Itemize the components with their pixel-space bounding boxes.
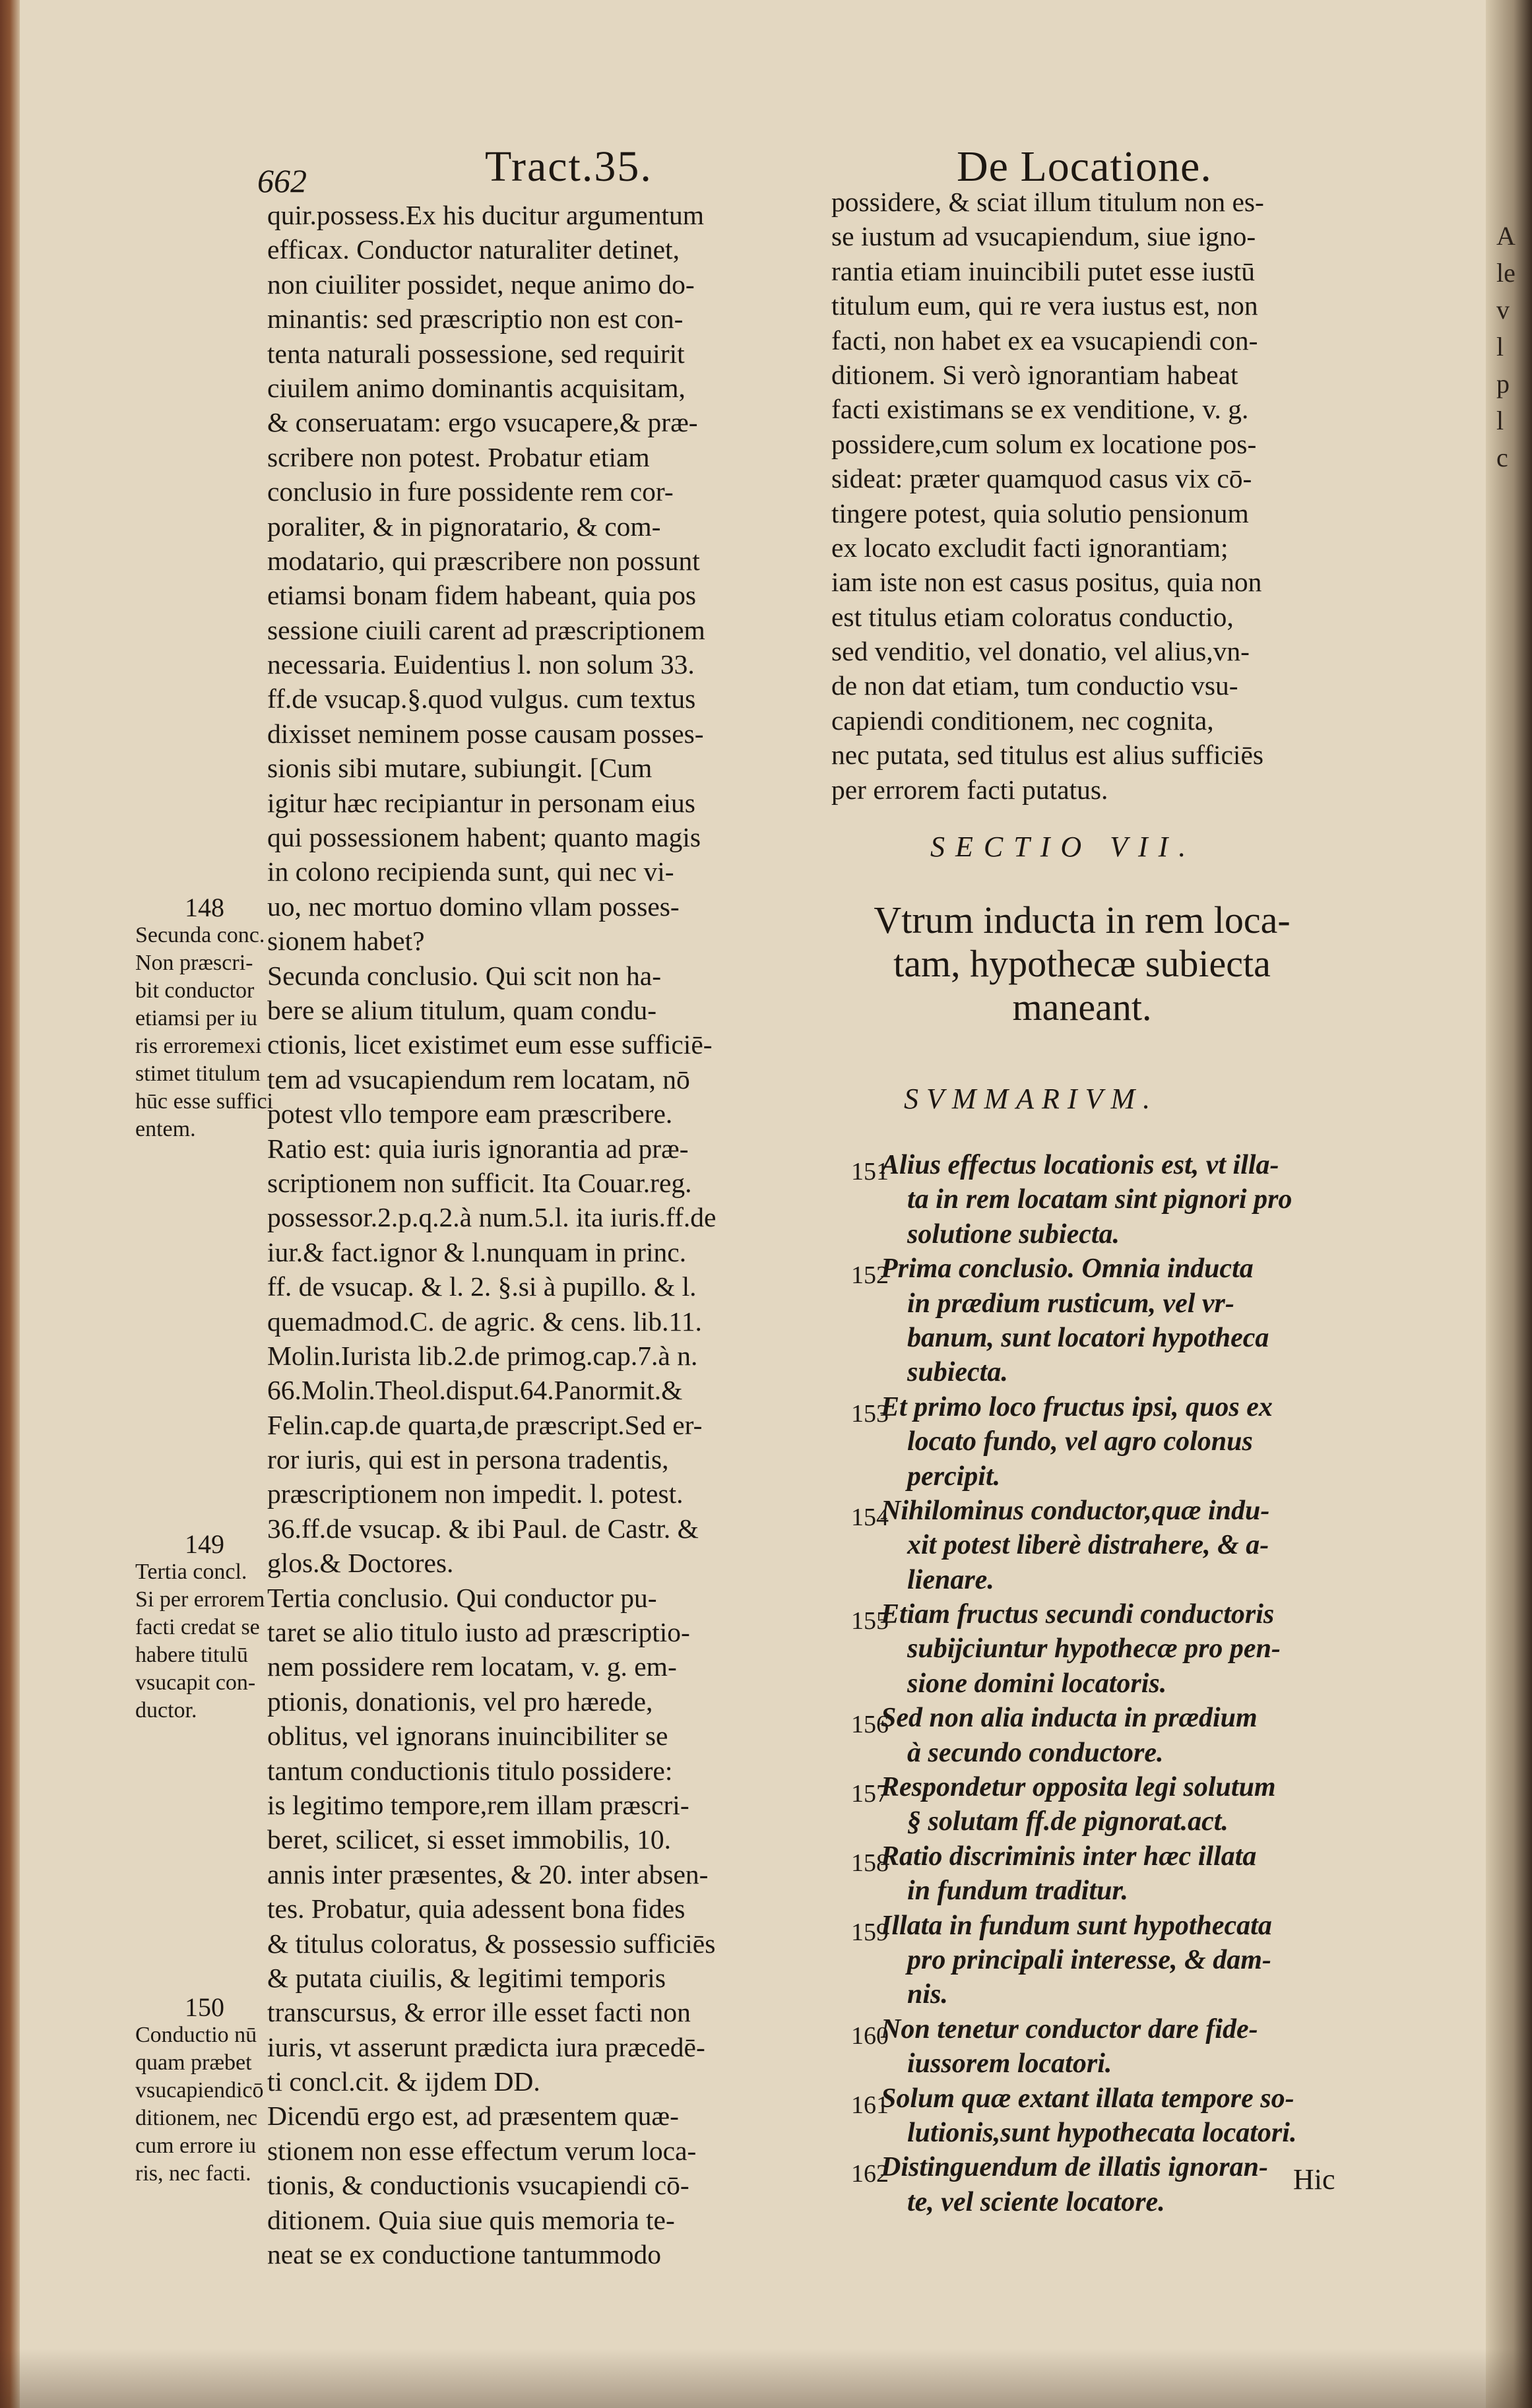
text-line: ditionem. Si verò ignorantiam habeat: [831, 359, 1238, 390]
summary-entry: [851, 1701, 1343, 1739]
text-line: ff. de vsucap. & l. 2. §.si à pupillo. & l.: [267, 1271, 697, 1302]
summary-number: 158: [851, 1849, 889, 1877]
margin-note-line: Si per errorem: [135, 1587, 265, 1612]
text-line: titulum eum, qui re vera iustus est, non: [831, 290, 1258, 321]
summary-line: lienare.: [907, 1564, 994, 1595]
summary-entry: [851, 1148, 1343, 1186]
summary-line: Etiam fructus secundi conductoris: [881, 1599, 1275, 1630]
text-line: glos.& Doctores.: [267, 1548, 454, 1579]
section-title-line: maneant.: [1012, 986, 1152, 1029]
summary-line: iussorem locatori.: [907, 2048, 1112, 2079]
edge-letter: le: [1496, 258, 1516, 288]
text-line: sionis sibi mutare, subiungit. [Cum: [267, 753, 653, 784]
text-line: is legitimo tempore,rem illam præscri-: [267, 1789, 689, 1820]
summary-line: Nihilominus conductor,quæ indu-: [881, 1495, 1270, 1526]
margin-note-line: quam præbet: [135, 2050, 252, 2075]
section-title: [831, 899, 1333, 1029]
text-line: nec putata, sed titulus est alius sufficiēs: [831, 740, 1264, 771]
text-line: 66.Molin.Theol.disput.64.Panormit.&: [267, 1375, 683, 1406]
summary-number: 151: [851, 1158, 889, 1186]
text-line: annis inter præsentes, & 20. inter absen-: [267, 1858, 709, 1889]
text-line: beret, scilicet, si esset immobilis, 10.: [267, 1824, 672, 1855]
summary-line: Respondetur opposita legi solutum: [881, 1772, 1276, 1803]
margin-note-line: Conductio nū: [135, 2023, 257, 2047]
text-line: ctionis, licet existimet eum esse sufficiē-: [267, 1029, 713, 1060]
text-line: bere se alium titulum, quam condu-: [267, 994, 657, 1025]
bottom-shadow: [0, 2349, 1532, 2408]
text-line: sideat: præter quamquod casus vix cō-: [831, 463, 1252, 494]
summary-line: Solum quæ extant illata tempore so-: [881, 2083, 1294, 2114]
summary-entry: [881, 1182, 1343, 1217]
text-line: dixisset neminem posse causam posses-: [267, 718, 704, 749]
summary-line: Et primo loco fructus ipsi, quos ex: [881, 1391, 1273, 1422]
summary-line: à secundo conductore.: [907, 1737, 1164, 1768]
text-line: possessor.2.p.q.2.à num.5.l. ita iuris.ff.de: [267, 1202, 717, 1233]
summary-line: te, vel sciente locatore.: [907, 2186, 1165, 2217]
summary-line: Non tenetur conductor dare fide-: [881, 2013, 1258, 2044]
text-line: stionem non esse effectum verum loca-: [267, 2135, 697, 2166]
text-line: & conseruatam: ergo vsucapere,& præ-: [267, 407, 698, 438]
text-line: sionem habet?: [267, 926, 425, 957]
text-line: sessione ciuili carent ad præscriptionem: [267, 614, 705, 645]
text-line: tionis, & conductionis vsucapiendi cō-: [267, 2170, 689, 2201]
summary-number: 157: [851, 1780, 889, 1808]
text-line: Felin.cap.de quarta,de præscript.Sed er-: [267, 1409, 703, 1440]
text-line: Tertia conclusio. Qui conductor pu-: [267, 1582, 657, 1613]
margin-note-line: ris erroremexi: [135, 1034, 262, 1058]
summary-line: pro principali interesse, & dam-: [907, 1944, 1271, 1975]
summary-entry: [881, 2185, 1343, 2219]
section-title-line: Vtrum inducta in rem loca-: [874, 899, 1291, 941]
summary-line: subijciuntur hypothecæ pro pen-: [907, 1633, 1281, 1664]
summary-number: 161: [851, 2091, 889, 2119]
left-text-column: [267, 198, 835, 2271]
text-line: in colono recipienda sunt, qui nec vi-: [267, 856, 674, 887]
text-line: igitur hæc recipiantur in personam eius: [267, 787, 695, 818]
text-line: se iustum ad vsucapiendum, siue igno-: [831, 221, 1256, 252]
edge-letter: c: [1496, 443, 1508, 472]
text-line: tingere potest, quia solutio pensionum: [831, 497, 1249, 528]
summary-number: 154: [851, 1503, 889, 1531]
margin-note-line: Non præscri-: [135, 951, 253, 975]
text-line: Secunda conclusio. Qui scit non ha-: [267, 960, 662, 991]
margin-note-line: habere titulū: [135, 1643, 248, 1667]
summary-entry: [881, 1355, 1343, 1389]
section-title-line: tam, hypothecæ subiecta: [893, 942, 1271, 985]
summary-line: solutione subiecta.: [907, 1219, 1120, 1250]
summary-entry: [851, 1252, 1343, 1290]
summary-entry: [851, 2081, 1343, 2119]
text-line: iuris, vt asserunt prædicta iura præcedē-: [267, 2031, 705, 2062]
summarium-label: SVMMARIVM.: [904, 1083, 1159, 1115]
text-line: nem possidere rem locatam, v. g. em-: [267, 1651, 677, 1682]
text-line: qui possessionem habent; quanto magis: [267, 822, 701, 853]
summary-number: 152: [851, 1261, 889, 1290]
text-line: est titulus etiam coloratus conductio,: [831, 601, 1234, 632]
text-line: sed venditio, vel donatio, vel alius,vn-: [831, 636, 1250, 667]
summary-entry: [881, 1874, 1343, 1908]
summary-line: percipit.: [907, 1461, 1001, 1492]
text-line: ditionem. Quia siue quis memoria te-: [267, 2204, 675, 2235]
summary-line: Illata in fundum sunt hypothecata: [881, 1910, 1272, 1941]
text-line: facti, non habet ex ea vsucapiendi con-: [831, 325, 1258, 356]
margin-note-number: 149: [185, 1529, 224, 1559]
text-line: ror iuris, qui est in persona tradentis,: [267, 1444, 669, 1475]
margin-note-line: ditionem, nec: [135, 2106, 258, 2130]
summary-entry: [881, 1459, 1343, 1494]
text-line: minantis: sed præscriptio non est con-: [267, 303, 684, 334]
summary-entry: [881, 1286, 1343, 1321]
margin-note: [135, 1994, 274, 2188]
summary-entry: [851, 2012, 1343, 2050]
text-line: quemadmod.C. de agric. & cens. lib.11.: [267, 1306, 702, 1337]
text-line: possidere,cum solum ex locatione pos-: [831, 428, 1257, 459]
summary-entry: [851, 1494, 1343, 1531]
summary-line: locato fundo, vel agro colonus: [907, 1426, 1253, 1457]
text-line: tenta naturali possessione, sed requirit: [267, 338, 685, 369]
summary-number: 159: [851, 1918, 889, 1946]
margin-note-line: vsucapiendicō: [135, 2078, 264, 2103]
summary-entry: [881, 1632, 1343, 1666]
summary-entry: [881, 1736, 1343, 1770]
summary-entry: [881, 1943, 1343, 1977]
summary-entry: [881, 1666, 1343, 1701]
margin-note-line: ductor.: [135, 1698, 197, 1723]
text-line: ciuilem animo dominantis acquisitam,: [267, 372, 686, 403]
text-line: poraliter, & in pignoratario, & com-: [267, 511, 661, 542]
summary-line: subiecta.: [907, 1357, 1008, 1388]
text-line: tantum conductionis titulo possidere:: [267, 1755, 673, 1786]
edge-letter: p: [1496, 369, 1510, 398]
summary-line: banum, sunt locatori hypotheca: [907, 1322, 1269, 1353]
right-text-column: [831, 185, 1333, 807]
book-spine: [0, 0, 20, 2408]
text-line: scribere non potest. Probatur etiam: [267, 441, 650, 472]
margin-note-line: vsucapit con-: [135, 1670, 256, 1695]
edge-letter: v: [1496, 295, 1510, 325]
summary-entry: [881, 2116, 1343, 2150]
text-line: neat se ex conductione tantummodo: [267, 2239, 661, 2270]
text-line: iam iste non est casus positus, quia non: [831, 567, 1262, 598]
text-line: scriptionem non sufficit. Ita Couar.reg.: [267, 1167, 692, 1198]
summary-entry: [881, 1424, 1343, 1459]
margin-note-line: ris, nec facti.: [135, 2161, 251, 2186]
summary-entry: [881, 2046, 1343, 2081]
margin-note-line: stimet titulum: [135, 1061, 261, 1086]
margin-note-line: bit conductor: [135, 978, 255, 1003]
text-line: efficax. Conductor naturaliter detinet,: [267, 234, 680, 265]
margin-note-number: 150: [185, 1992, 224, 2022]
text-line: facti existimans se ex venditione, v. g.: [831, 394, 1249, 425]
text-line: oblitus, vel ignorans inuincibiliter se: [267, 1721, 668, 1752]
text-line: potest vllo tempore eam præscribere.: [267, 1098, 673, 1129]
text-line: tem ad vsucapiendum rem locatam, nō: [267, 1063, 690, 1094]
summary-line: Distinguendum de illatis ignoran-: [881, 2152, 1268, 2183]
summary-line: lutionis,sunt hypothecata locatori.: [907, 2117, 1297, 2148]
summary-entry: [851, 1770, 1343, 1808]
summary-line: sione domini locatoris.: [907, 1668, 1167, 1699]
summary-entry: [881, 1321, 1343, 1355]
text-line: & titulus coloratus, & possessio sufficiēs: [267, 1928, 716, 1959]
text-line: Molin.Iurista lib.2.de primog.cap.7.à n.: [267, 1340, 698, 1371]
text-line: taret se alio titulo iusto ad præscriptio-: [267, 1617, 690, 1648]
margin-note-line: etiamsi per iu: [135, 1006, 258, 1030]
section-label: SECTIO VII.: [930, 831, 1197, 863]
summary-entry: [851, 1839, 1343, 1877]
summary-entry: [881, 1217, 1343, 1252]
margin-note: [135, 1531, 274, 1725]
text-line: non ciuiliter possidet, neque animo do-: [267, 269, 695, 300]
summary-number: 160: [851, 2021, 889, 2050]
summary-number: 155: [851, 1607, 889, 1635]
summary-entry: [851, 1597, 1343, 1635]
summary-line: Ratio discriminis inter hæc illata: [881, 1841, 1257, 1872]
summary-line: § solutam ff.de pignorat.act.: [907, 1806, 1229, 1837]
edge-letter: l: [1496, 406, 1504, 435]
page-number: 662: [257, 162, 307, 199]
margin-note-line: entem.: [135, 1117, 196, 1141]
summary-entry: [851, 2150, 1343, 2188]
text-line: de non dat etiam, tum conductio vsu-: [831, 670, 1238, 701]
text-line: ff.de vsucap.§.quod vulgus. cum textus: [267, 683, 696, 714]
text-line: capiendi conditionem, nec cognita,: [831, 705, 1214, 736]
text-line: quir.possess.Ex his ducitur argumentum: [267, 200, 705, 230]
catchword: Hic: [1293, 2163, 1335, 2196]
margin-note-number: 148: [185, 893, 224, 922]
summary-line: in prædium rusticum, vel vr-: [907, 1288, 1234, 1319]
summary-line: in fundum traditur.: [907, 1876, 1128, 1907]
summary-entry: [881, 1528, 1343, 1562]
margin-note-line: facti credat se: [135, 1615, 260, 1639]
summary-line: Alius effectus locationis est, vt illa-: [881, 1150, 1279, 1180]
text-line: conclusio in fure possidente rem cor-: [267, 476, 674, 507]
summary-entry: [851, 1390, 1343, 1428]
text-line: rantia etiam inuincibili putet esse iustū: [831, 255, 1255, 286]
margin-note: [135, 894, 274, 1143]
summary-line: ta in rem locatam sint pignori pro: [907, 1184, 1293, 1215]
running-head-right: De Locatione.: [957, 143, 1212, 191]
running-head-left: Tract.35.: [485, 143, 653, 191]
margin-note-line: Tertia concl.: [135, 1560, 247, 1584]
summary-line: Prima conclusio. Omnia inducta: [881, 1253, 1254, 1284]
summary-number: 162: [851, 2160, 889, 2188]
text-line: modatario, qui præscribere non possunt: [267, 545, 700, 576]
margin-note-line: cum errore iu: [135, 2134, 257, 2158]
text-line: Dicendū ergo est, ad præsentem quæ-: [267, 2101, 679, 2132]
text-line: necessaria. Euidentius l. non solum 33.: [267, 649, 695, 680]
margin-note-line: hūc esse suffici: [135, 1089, 273, 1114]
summary-entry: [881, 1563, 1343, 1597]
summary-entry: [881, 1977, 1343, 2012]
text-line: tes. Probatur, quia adessent bona fides: [267, 1893, 686, 1924]
text-line: per errorem facti putatus.: [831, 774, 1108, 805]
margin-note-line: Secunda conc.: [135, 923, 265, 947]
text-line: transcursus, & error ille esset facti non: [267, 1997, 691, 2028]
text-line: ti concl.cit. & ijdem DD.: [267, 2066, 540, 2097]
summary-number: 153: [851, 1399, 889, 1428]
text-line: iur.& fact.ignor & l.nunquam in princ.: [267, 1236, 687, 1267]
text-line: uo, nec mortuo domino vllam posses-: [267, 891, 680, 922]
text-line: etiamsi bonam fidem habeant, quia pos: [267, 580, 696, 611]
text-line: 36.ff.de vsucap. & ibi Paul. de Castr. &: [267, 1513, 699, 1544]
text-line: præscriptionem non impedit. l. potest.: [267, 1478, 684, 1509]
summary-line: xit potest liberè distrahere, & a-: [907, 1530, 1269, 1561]
summary-list: [851, 1148, 1343, 2219]
text-line: possidere, & sciat illum titulum non es-: [831, 187, 1264, 217]
text-line: & putata ciuilis, & legitimi temporis: [267, 1962, 666, 1993]
summary-line: nis.: [907, 1979, 948, 2010]
edge-letter: l: [1496, 332, 1504, 362]
text-line: ptionis, donationis, vel pro hærede,: [267, 1686, 653, 1717]
summary-number: 156: [851, 1711, 889, 1739]
text-line: ex locato excludit facti ignorantiam;: [831, 532, 1229, 563]
facing-page-edge: [1496, 218, 1523, 476]
summary-entry: [851, 1909, 1343, 1946]
text-line: Ratio est: quia iuris ignorantia ad præ-: [267, 1133, 689, 1164]
summary-line: Sed non alia inducta in prædium: [881, 1703, 1258, 1734]
summary-entry: [881, 1804, 1343, 1839]
edge-letter: A: [1496, 221, 1516, 251]
